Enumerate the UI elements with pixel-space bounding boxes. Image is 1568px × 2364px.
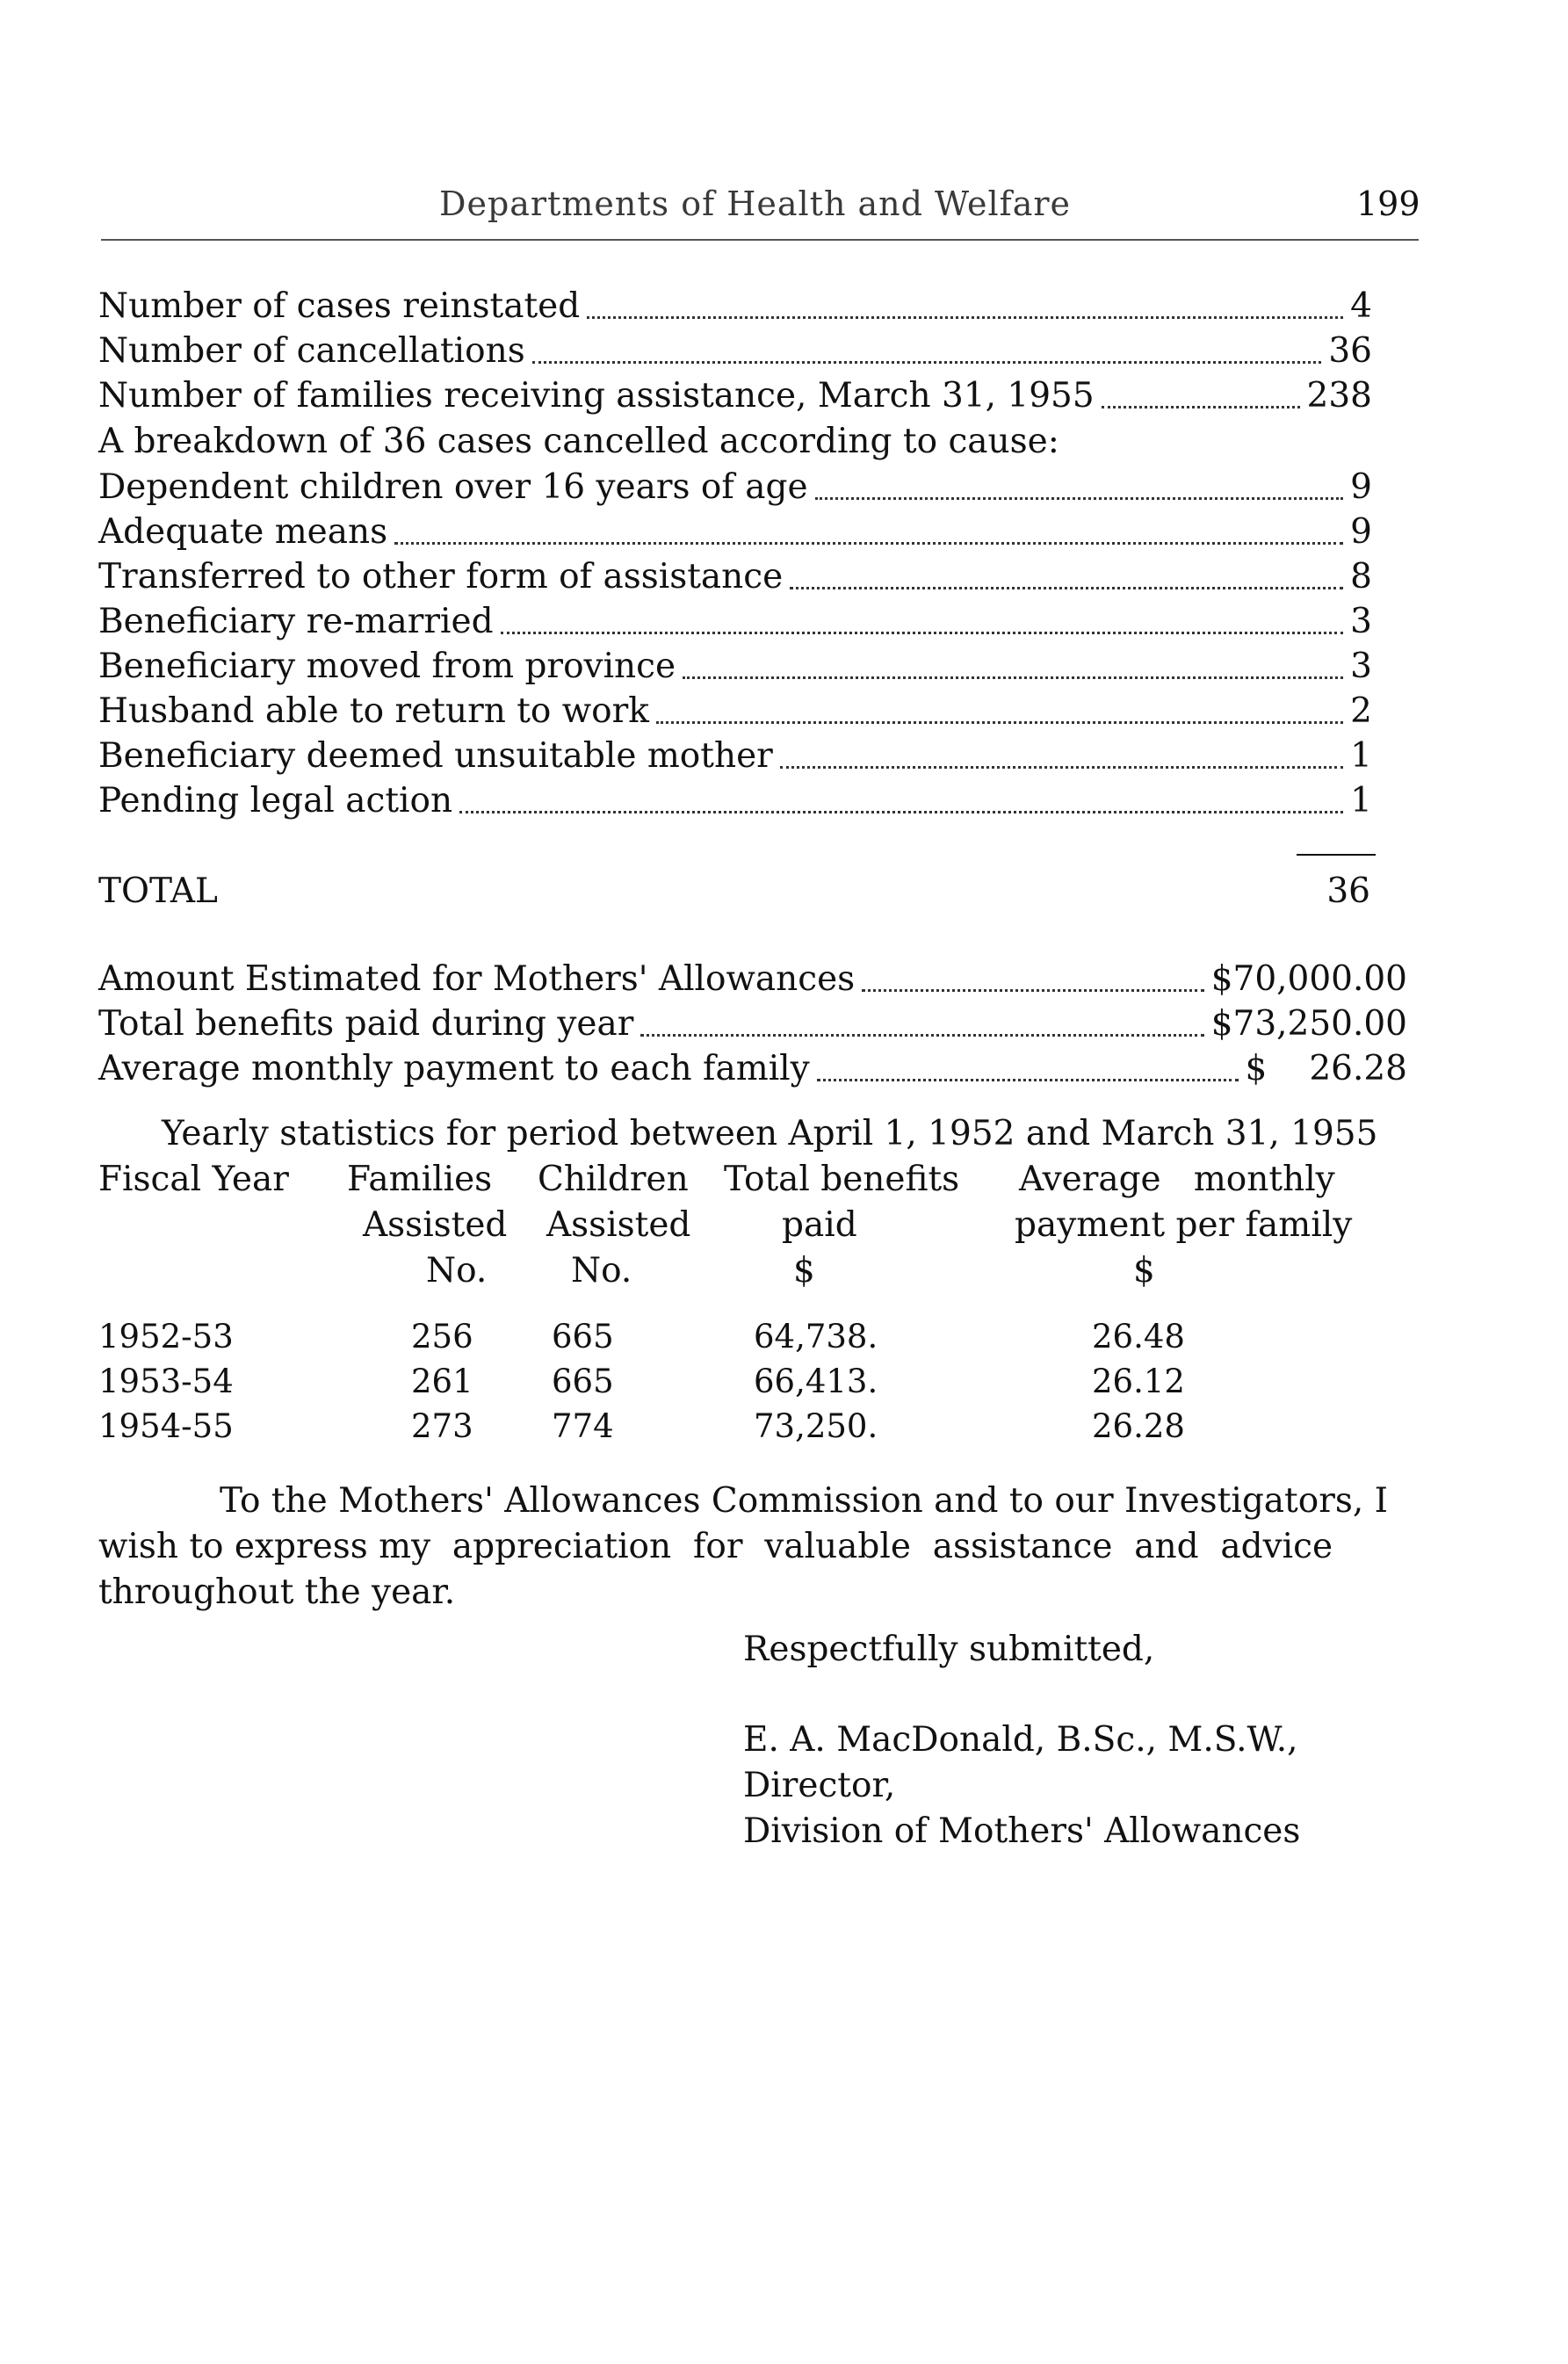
cell-year: 1952-53 <box>98 1318 234 1356</box>
dot-leader <box>790 587 1343 589</box>
dot-leader <box>640 1034 1203 1037</box>
breakdown-label: Pending legal action <box>98 781 453 821</box>
summary-label: Number of cancellations <box>98 331 525 371</box>
cell-families: 256 <box>411 1318 473 1356</box>
breakdown-value: 1 <box>1350 781 1372 821</box>
total-value: 36 <box>1326 871 1370 911</box>
summary-line-cancellations <box>98 331 1372 375</box>
breakdown-value: 9 <box>1350 467 1372 507</box>
signatory-title: Director, <box>743 1766 896 1805</box>
breakdown-value: 3 <box>1350 602 1372 641</box>
breakdown-line <box>98 647 1372 690</box>
dot-leader <box>501 632 1344 634</box>
stats-title: Yearly statistics for period between April 1, 1952 and March 31, 1955 <box>162 1114 1378 1153</box>
summary-line-reinstated <box>98 286 1372 330</box>
col-header-families-assisted: Assisted <box>363 1205 508 1245</box>
dot-leader <box>862 989 1203 992</box>
col-header-children-assisted: Assisted <box>546 1205 691 1245</box>
breakdown-value: 9 <box>1350 512 1372 552</box>
dot-leader <box>780 766 1343 769</box>
breakdown-heading: A breakdown of 36 cases cancelled according to cause: <box>98 422 1059 461</box>
amount-currency: $ <box>1245 1049 1268 1088</box>
dot-leader <box>394 542 1343 545</box>
amount-estimated-line <box>98 959 1407 1003</box>
dot-leader <box>656 721 1343 724</box>
closing-line-1: To the Mothers' Allowances Commission and to our Investigators, I <box>220 1481 1389 1521</box>
amount-value: $70,000.00 <box>1210 959 1407 999</box>
amount-average-line <box>98 1049 1407 1093</box>
col-header-benefits-paid: paid <box>782 1205 857 1245</box>
col-header-benefits: Total benefits <box>724 1160 960 1199</box>
dot-leader <box>815 497 1344 500</box>
breakdown-label: Dependent children over 16 years of age <box>98 467 808 507</box>
cell-average: 26.12 <box>1092 1363 1185 1400</box>
summary-value: 4 <box>1350 286 1372 326</box>
cell-children: 665 <box>552 1363 614 1400</box>
cell-average: 26.48 <box>1092 1318 1185 1356</box>
dot-leader <box>459 811 1343 813</box>
total-rule <box>1297 854 1376 856</box>
amount-value: $73,250.00 <box>1210 1004 1407 1044</box>
summary-value: 238 <box>1306 376 1372 416</box>
breakdown-line <box>98 736 1372 780</box>
cell-benefits: 64,738. <box>754 1318 878 1356</box>
col-header-average-payment: payment per family <box>1015 1205 1353 1245</box>
amount-paid-line <box>98 1004 1407 1048</box>
dot-leader <box>817 1079 1239 1081</box>
cell-year: 1954-55 <box>98 1407 234 1445</box>
breakdown-line <box>98 602 1372 646</box>
amount-label: Amount Estimated for Mothers' Allowances <box>98 959 856 999</box>
cell-year: 1953-54 <box>98 1363 234 1400</box>
page-number: 199 <box>1356 184 1420 223</box>
col-header-fiscal-year: Fiscal Year <box>98 1160 289 1199</box>
breakdown-value: 8 <box>1350 557 1372 596</box>
col-header-benefits-currency: $ <box>793 1251 815 1290</box>
col-header-children: Children <box>538 1160 689 1199</box>
breakdown-line <box>98 691 1372 735</box>
cell-families: 273 <box>411 1407 473 1445</box>
amount-value: 26.28 <box>1309 1049 1407 1088</box>
breakdown-line <box>98 467 1372 511</box>
total-label: TOTAL <box>98 871 218 911</box>
cell-average: 26.28 <box>1092 1407 1185 1445</box>
dot-leader <box>587 316 1343 319</box>
cell-children: 665 <box>552 1318 614 1356</box>
breakdown-line <box>98 512 1372 556</box>
col-header-children-no: No. <box>571 1251 632 1290</box>
cell-benefits: 66,413. <box>754 1363 878 1400</box>
summary-value: 36 <box>1328 331 1372 371</box>
signatory-division: Division of Mothers' Allowances <box>743 1811 1301 1851</box>
cell-benefits: 73,250. <box>754 1407 878 1445</box>
amount-label: Average monthly payment to each family <box>98 1049 810 1088</box>
dot-leader <box>683 676 1343 679</box>
signatory-name: E. A. MacDonald, B.Sc., M.S.W., <box>743 1720 1298 1760</box>
breakdown-value: 1 <box>1350 736 1372 776</box>
amount-label: Total benefits paid during year <box>98 1004 634 1044</box>
dot-leader <box>1102 406 1300 408</box>
breakdown-value: 3 <box>1350 647 1372 686</box>
running-header-title: Departments of Health and Welfare <box>439 184 1072 223</box>
col-header-average: Average monthly <box>1019 1160 1335 1199</box>
closing-line-3: throughout the year. <box>98 1572 456 1612</box>
breakdown-value: 2 <box>1350 691 1372 731</box>
cell-children: 774 <box>552 1407 614 1445</box>
breakdown-label: Husband able to return to work <box>98 691 649 731</box>
breakdown-label: Transferred to other form of assistance <box>98 557 784 596</box>
breakdown-label: Beneficiary deemed unsuitable mother <box>98 736 773 776</box>
closing-line-2: wish to express my appreciation for valuable assistance and advice <box>98 1527 1333 1566</box>
col-header-families: Families <box>347 1160 493 1199</box>
dot-leader <box>532 361 1322 364</box>
cell-families: 261 <box>411 1363 473 1400</box>
col-header-families-no: No. <box>426 1251 488 1290</box>
breakdown-line <box>98 557 1372 601</box>
header-rule <box>101 239 1419 241</box>
col-header-average-currency: $ <box>1133 1251 1155 1290</box>
summary-line-families <box>98 376 1372 420</box>
salutation: Respectfully submitted, <box>743 1630 1155 1669</box>
summary-label: Number of families receiving assistance, March 31, 1955 <box>98 376 1095 416</box>
breakdown-label: Adequate means <box>98 512 388 552</box>
summary-label: Number of cases reinstated <box>98 286 581 326</box>
breakdown-label: Beneficiary re-married <box>98 602 494 641</box>
breakdown-label: Beneficiary moved from province <box>98 647 676 686</box>
breakdown-line <box>98 781 1372 825</box>
